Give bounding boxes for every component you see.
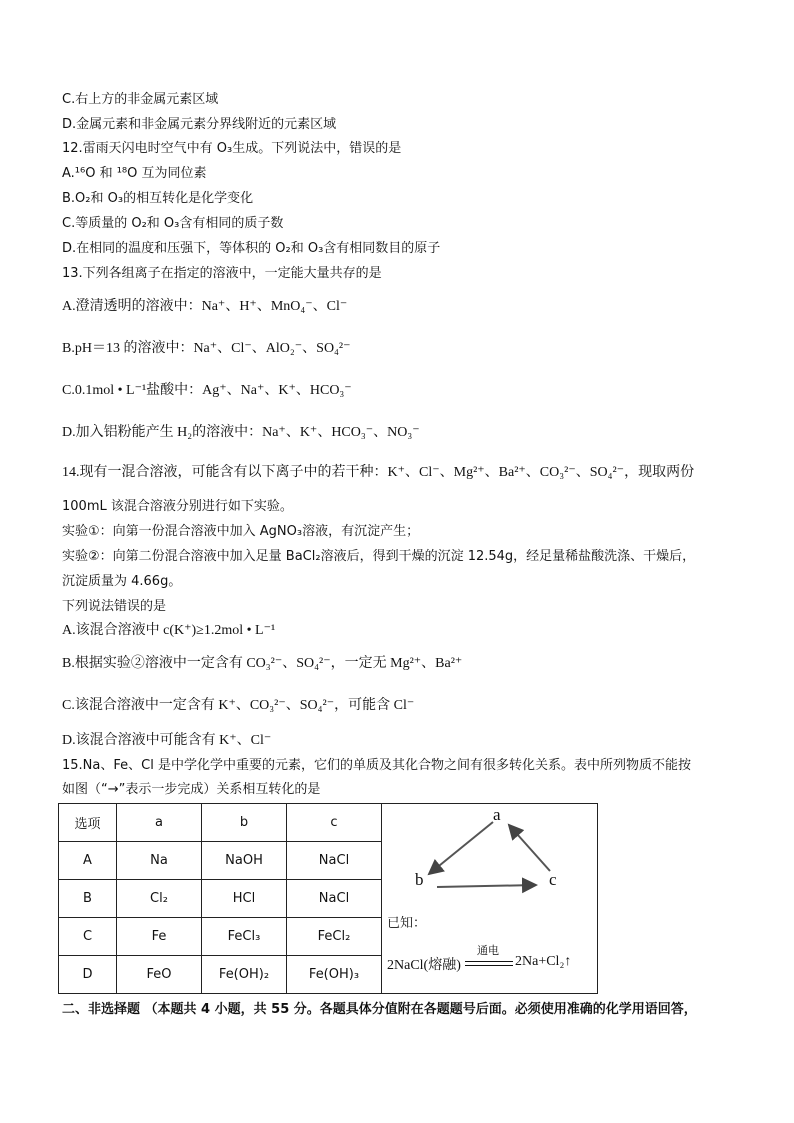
table-cell: D [59, 956, 117, 994]
option-13a: A.澄清透明的溶液中：Na⁺、H⁺、MnO₄⁻、Cl⁻ [62, 299, 348, 314]
triangle-diagram [379, 804, 598, 914]
options-table [58, 803, 382, 994]
table-header-row [59, 804, 382, 842]
table-cell: HCl [202, 880, 287, 918]
table-header-cell: a [117, 804, 202, 842]
option-12c: C.等质量的 O₂和 O₃含有相同的质子数 [62, 216, 284, 231]
table-cell: FeCl₃ [202, 918, 287, 956]
known-label: 已知： [387, 916, 427, 931]
question-12-stem: 12.雷雨天闪电时空气中有 O₃生成。下列说法中，错误的是 [62, 141, 402, 156]
experiment-1: 实验①：向第一份混合溶液中加入 AgNO₃溶液，有沉淀产生； [62, 524, 420, 539]
table-row [59, 956, 382, 994]
arrow-c-to-a [509, 825, 550, 871]
table-cell: NaOH [202, 842, 287, 880]
option-13c: C.0.1mol • L⁻¹盐酸中：Ag⁺、Na⁺、K⁺、HCO₃⁻ [62, 383, 352, 398]
option-13d: D.加入铝粉能产生 H₂的溶液中：Na⁺、K⁺、HCO₃⁻、NO₃⁻ [62, 425, 420, 440]
option-11d: D.金属元素和非金属元素分界线附近的元素区域 [62, 117, 337, 132]
experiment-2: 实验②：向第二份混合溶液中加入足量 BaCl₂溶液后，得到干燥的沉淀 12.54g，经足量稀盐酸洗涤、干燥后， [62, 549, 696, 564]
option-12c-prev: C.右上方的非金属元素区域 [62, 92, 219, 107]
option-12a: A.¹⁶O 和 ¹⁸O 互为同位素 [62, 166, 207, 181]
question-14-ask: 下列说法错误的是 [62, 599, 167, 614]
option-14b: B.根据实验②溶液中一定含有 CO₃²⁻、SO₄²⁻，一定无 Mg²⁺、Ba²⁺ [62, 656, 463, 671]
option-12b: B.O₂和 O₃的相互转化是化学变化 [62, 191, 254, 206]
equation-right: 2Na+Cl₂↑ [515, 954, 572, 969]
table-cell: FeCl₂ [287, 918, 382, 956]
equation-double-bar [465, 961, 513, 966]
table-cell: Fe [117, 918, 202, 956]
table-cell: Fe(OH)₃ [287, 956, 382, 994]
question-15-stem: 15.Na、Fe、Cl 是中学化学中重要的元素，它们的单质及其化合物之间有很多转化关系。表中所列物质不能按 [62, 758, 691, 773]
table-cell: NaCl [287, 880, 382, 918]
equation-condition: 通电 [477, 944, 499, 957]
question-13-stem: 13.下列各组离子在指定的溶液中，一定能大量共存的是 [62, 266, 382, 281]
table-header-cell: b [202, 804, 287, 842]
experiment-2-cont: 沉淀质量为 4.66g。 [62, 574, 182, 589]
node-b-label: b [415, 870, 424, 889]
table-cell: C [59, 918, 117, 956]
option-14d: D.该混合溶液中可能含有 K⁺、Cl⁻ [62, 733, 272, 748]
table-cell: NaCl [287, 842, 382, 880]
table-row [59, 842, 382, 880]
table-header-cell: c [287, 804, 382, 842]
table-header-cell: 选项 [59, 804, 117, 842]
equation-left: 2NaCl(熔融) [387, 958, 461, 973]
table-cell: Cl₂ [117, 880, 202, 918]
option-14c: C.该混合溶液中一定含有 K⁺、CO₃²⁻、SO₄²⁻，可能含 Cl⁻ [62, 698, 415, 713]
table-cell: Fe(OH)₂ [202, 956, 287, 994]
table-cell: A [59, 842, 117, 880]
node-c-label: c [549, 870, 557, 889]
table-row [59, 880, 382, 918]
option-13b: B.pH＝13 的溶液中：Na⁺、Cl⁻、AlO₂⁻、SO₄²⁻ [62, 341, 351, 356]
node-a-label: a [493, 805, 501, 824]
table-cell: Na [117, 842, 202, 880]
table-row [59, 918, 382, 956]
transformation-figure [379, 803, 598, 994]
question-14-stem-cont: 100mL 该混合溶液分别进行如下实验。 [62, 499, 293, 514]
option-12d: D.在相同的温度和压强下，等体积的 O₂和 O₃含有相同数目的原子 [62, 241, 441, 256]
arrow-a-to-b [429, 822, 493, 874]
question-14-stem: 14.现有一混合溶液，可能含有以下离子中的若干种：K⁺、Cl⁻、Mg²⁺、Ba²⁺、CO₃²⁻、SO₄²⁻，现取两份 [62, 465, 695, 480]
option-14a: A.该混合溶液中 c(K⁺)≥1.2mol • L⁻¹ [62, 623, 276, 638]
question-15-stem-cont: 如图（“→”表示一步完成）关系相互转化的是 [62, 782, 321, 797]
section-heading: 二、非选择题 （本题共 4 小题，共 55 分。各题具体分值附在各题题号后面。必须使用准确的化学用语回答， [62, 1002, 697, 1017]
table-cell: FeO [117, 956, 202, 994]
arrow-b-to-c [437, 885, 536, 887]
table-cell: B [59, 880, 117, 918]
